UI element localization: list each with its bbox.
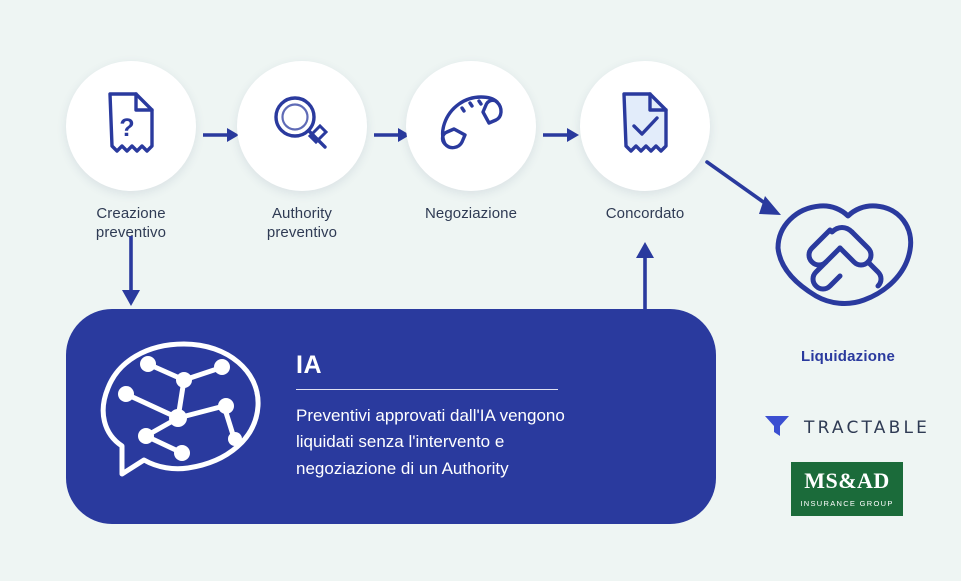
ia-panel-title: IA	[296, 351, 558, 390]
flow-step-label	[237, 205, 367, 243]
flow-step-label-line2: preventivo	[266, 223, 338, 241]
ia-panel-text	[296, 351, 624, 482]
document-question-icon	[100, 88, 162, 165]
flow-step-label: Creazione preventivo	[95, 205, 167, 241]
arrow-step1-to-step2	[203, 126, 239, 149]
arrow-step2-to-step3	[374, 126, 410, 149]
svg-text:?: ?	[119, 113, 135, 142]
flow-step-label: Concordato	[605, 205, 685, 222]
arrow-creazione-to-ia	[118, 236, 144, 308]
telephone-handset-icon	[437, 92, 505, 161]
arrow-ia-to-concordato	[632, 240, 658, 312]
tractable-wordmark: TRACTABLE	[804, 417, 931, 438]
arrow-step3-to-step4	[543, 126, 579, 149]
flow-step-creazione-preventivo	[66, 61, 196, 243]
step-bubble	[406, 61, 536, 191]
liquidazione-label: Liquidazione	[800, 348, 896, 365]
msad-tagline: INSURANCE GROUP	[800, 499, 894, 508]
magnifier-icon	[269, 91, 335, 162]
flow-step-negoziazione	[406, 61, 536, 224]
msad-wordmark: MS&AD	[804, 468, 890, 493]
ia-panel	[66, 309, 716, 524]
handshake-icon	[768, 196, 920, 325]
step-bubble	[237, 61, 367, 191]
flow-step-authority-preventivo	[237, 61, 367, 243]
step-bubble	[580, 61, 710, 191]
msad-logo	[791, 462, 903, 516]
ia-panel-inner	[66, 309, 716, 524]
flow-step-label-line1: Authority	[271, 205, 333, 222]
flow-step-label: Negoziazione	[424, 205, 518, 222]
flow-step-concordato	[580, 61, 710, 224]
tractable-logo	[762, 410, 930, 445]
tractable-logo-icon	[762, 410, 792, 445]
document-check-icon	[614, 88, 676, 165]
brain-network-icon	[88, 334, 274, 499]
step-bubble	[66, 61, 196, 191]
brain-icon-wrap	[66, 334, 296, 499]
ia-panel-body: Preventivi approvati dall'IA vengono liquidati senza l'intervento e negoziazione di un Authority	[296, 405, 565, 478]
